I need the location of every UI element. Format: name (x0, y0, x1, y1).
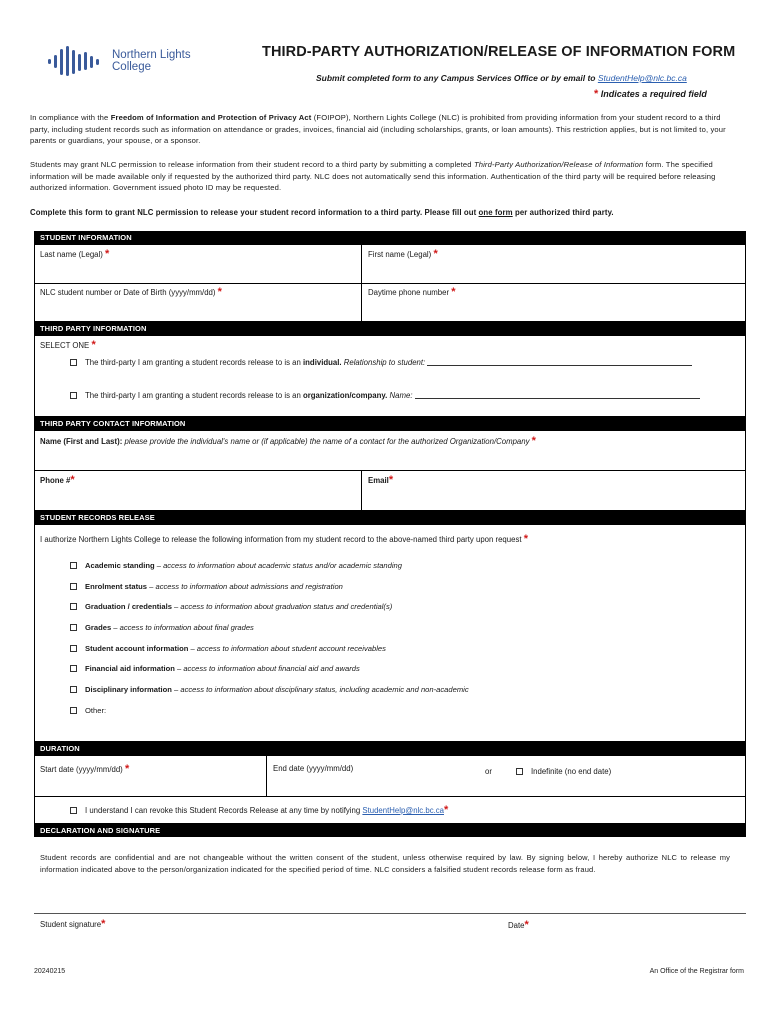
first-name-field[interactable] (368, 249, 438, 260)
student-number-field[interactable] (40, 287, 222, 298)
p1-act-name: Freedom of Information and Protection of Privacy Act (110, 113, 312, 122)
contact-phone-label: Phone # (40, 476, 71, 485)
organization-checkbox[interactable] (70, 392, 77, 399)
required-note (594, 88, 707, 100)
required-star: * (217, 286, 222, 298)
record-other (70, 706, 106, 716)
divider (266, 755, 267, 796)
record-disciplinary (70, 685, 469, 695)
first-name-label: First name (Legal) (368, 250, 432, 259)
authorize-statement (40, 534, 740, 545)
record-label: Disciplinary information (85, 685, 172, 694)
office-label: An Office of the Registrar form (649, 968, 744, 975)
record-academic-standing (70, 561, 402, 571)
record-enrolment-status (70, 582, 343, 592)
academic-standing-checkbox[interactable] (70, 562, 77, 569)
revoke-text: I understand I can revoke this Student Records Release at any time by notifying (85, 806, 363, 815)
authorize-text: I authorize Northern Lights College to release the following information from my student record to the above-named third party upon request (40, 535, 522, 544)
option-organization (70, 391, 740, 401)
required-star: * (523, 533, 528, 545)
disciplinary-checkbox[interactable] (70, 686, 77, 693)
signature-label: Student signature (40, 920, 102, 929)
contact-name-field[interactable] (40, 436, 740, 447)
end-date-label: End date (yyyy/mm/dd) (273, 764, 354, 773)
graduation-checkbox[interactable] (70, 603, 77, 610)
last-name-field[interactable] (40, 249, 109, 260)
record-desc: – access to information about student account receivables (188, 644, 386, 653)
organization-name-input[interactable] (415, 398, 700, 399)
required-star: * (594, 88, 599, 100)
section-student-information: STUDENT INFORMATION (34, 231, 746, 244)
start-date-field[interactable] (40, 764, 129, 775)
section-third-party-information: THIRD PARTY INFORMATION (34, 322, 746, 335)
individual-checkbox[interactable] (70, 359, 77, 366)
complete-text-a: Complete this form to grant NLC permission to release your student record information to a third party. Please fill out (30, 208, 479, 217)
student-account-checkbox[interactable] (70, 645, 77, 652)
indefinite-checkbox[interactable] (516, 768, 523, 775)
daytime-phone-field[interactable] (368, 287, 456, 298)
daytime-phone-label: Daytime phone number (368, 288, 450, 297)
divider (361, 470, 362, 511)
select-one-text: SELECT ONE (40, 341, 90, 350)
required-star: * (91, 339, 96, 351)
intro-paragraph-1 (30, 112, 742, 147)
record-label: Grades (85, 623, 112, 632)
nlc-logo (46, 44, 216, 80)
required-star: * (524, 919, 529, 931)
record-student-account (70, 644, 386, 654)
required-star: * (433, 248, 438, 260)
required-star: * (388, 474, 394, 486)
option-individual (70, 358, 740, 368)
signature-line (34, 913, 746, 914)
divider (361, 244, 362, 322)
section-duration: DURATION (34, 742, 746, 755)
signature-field[interactable] (40, 919, 105, 930)
record-desc: – access to information about disciplinary status, including academic and non-academic (171, 685, 469, 694)
financial-aid-checkbox[interactable] (70, 665, 77, 672)
other-checkbox[interactable] (70, 707, 77, 714)
required-text: Indicates a required field (600, 89, 707, 99)
end-date-field[interactable] (273, 764, 353, 774)
declaration-text: Student records are confidential and are not changeable without the written consent of the student, unless otherwise required by law. By signing below, I hereby authorize NLC to release my information indicated above to the person/organization indicated for the specified period of time. NLC considers a falsified student records release form as fraud. (40, 853, 730, 874)
form-code: 20240215 (34, 968, 66, 975)
select-one-label (40, 340, 96, 351)
record-label: Enrolment status (85, 582, 148, 591)
date-label: Date (508, 921, 525, 930)
revoke-email-link[interactable]: StudentHelp@nlc.bc.ca (362, 806, 444, 815)
start-date-label: Start date (yyyy/mm/dd) (40, 765, 123, 774)
record-label: Financial aid information (85, 664, 175, 673)
record-desc: – access to information about academic status and/or academic standing (154, 561, 402, 570)
intro-paragraph-2 (30, 159, 742, 194)
opt2-text: The third-party I am granting a student records release to is an (85, 391, 303, 400)
submit-instructions (316, 73, 687, 83)
opt1-relationship-label: Relationship to student: (343, 358, 426, 367)
relationship-input[interactable] (427, 365, 692, 366)
required-star: * (444, 804, 449, 816)
record-grades (70, 623, 254, 633)
required-star: * (101, 918, 106, 930)
required-star: * (124, 763, 130, 775)
opt2-name-label: Name: (389, 391, 413, 400)
submit-text: Submit completed form to any Campus Services Office or by email to (316, 73, 598, 83)
required-star: * (531, 435, 536, 447)
p2-text-c: form. The specified information will be made available only if requested by the authorized third party. NLC does not automatically send this information. Authentication of the third party will be required before releasing authorized information. Government issued photo ID may be requested. (30, 160, 716, 192)
grades-checkbox[interactable] (70, 624, 77, 631)
contact-email-field[interactable] (368, 475, 393, 486)
divider (34, 283, 746, 284)
other-label: Other: (85, 706, 107, 715)
or-label: or (485, 767, 492, 776)
record-desc: – access to information about financial aid and awards (174, 664, 360, 673)
complete-text-b: one form (478, 208, 513, 217)
aurora-logo-icon (46, 44, 108, 80)
third-party-box (34, 335, 746, 417)
logo-text (112, 49, 191, 73)
p1-text-c: (FOIPOP), Northern Lights College (NLC) is prohibited from providing information from your student record to a third party, including student records such as information on attendance or grades, invoices, financial aid (including scholarships, grants, or loan amounts). This restriction applies, but is not limited to, your parents or guardians, your spouse, or a sponsor. (30, 113, 726, 145)
section-declaration: DECLARATION AND SIGNATURE (34, 824, 746, 837)
record-desc: – access to information about final grades (111, 623, 254, 632)
required-star: * (105, 248, 110, 260)
contact-name-hint: please provide the individual's name or (if applicable) the name of a contact for the authorized Organization/Company (122, 437, 530, 446)
contact-name-label: Name (First and Last): (40, 437, 123, 446)
record-graduation (70, 602, 392, 612)
revoke-acknowledgement (70, 805, 448, 816)
divider (34, 470, 746, 471)
record-financial-aid (70, 664, 360, 674)
logo-line1: Northern Lights (112, 49, 191, 61)
p2-form-name: Third-Party Authorization/Release of Information (473, 160, 644, 169)
contact-phone-field[interactable] (40, 475, 75, 486)
submit-email-link[interactable]: StudentHelp@nlc.bc.ca (597, 73, 687, 83)
revoke-checkbox[interactable] (70, 807, 77, 814)
date-field[interactable] (508, 920, 529, 931)
required-star: * (70, 474, 75, 486)
page-title: THIRD-PARTY AUTHORIZATION/RELEASE OF INFORMATION FORM (262, 44, 736, 60)
record-desc: – access to information about admissions and registration (147, 582, 343, 591)
last-name-label: Last name (Legal) (40, 250, 103, 259)
opt2-bold: organization/company. (303, 391, 388, 400)
opt1-bold: individual. (303, 358, 342, 367)
opt1-text: The third-party I am granting a student records release to is an (85, 358, 303, 367)
indefinite-label: Indefinite (no end date) (531, 767, 612, 776)
contact-email-label: Email (368, 476, 389, 485)
enrolment-status-checkbox[interactable] (70, 583, 77, 590)
complete-instructions (30, 208, 614, 217)
student-number-label: NLC student number or Date of Birth (yyyy/mm/dd) (40, 288, 216, 297)
section-third-party-contact: THIRD PARTY CONTACT INFORMATION (34, 417, 746, 430)
record-label: Academic standing (85, 561, 155, 570)
records-box (34, 524, 746, 742)
record-label: Student account information (85, 644, 189, 653)
divider (34, 796, 746, 797)
p1-text-a: In compliance with the (30, 113, 111, 122)
record-desc: – access to information about graduation status and credential(s) (171, 602, 393, 611)
indefinite-option (516, 767, 611, 777)
record-label: Graduation / credentials (85, 602, 172, 611)
complete-text-c: per authorized third party. (512, 208, 614, 217)
required-star: * (451, 286, 456, 298)
logo-line2: College (112, 61, 151, 73)
p2-text-a: Students may grant NLC permission to release information from their student record to a third party by submitting a completed (30, 160, 474, 169)
section-student-records-release: STUDENT RECORDS RELEASE (34, 511, 746, 524)
